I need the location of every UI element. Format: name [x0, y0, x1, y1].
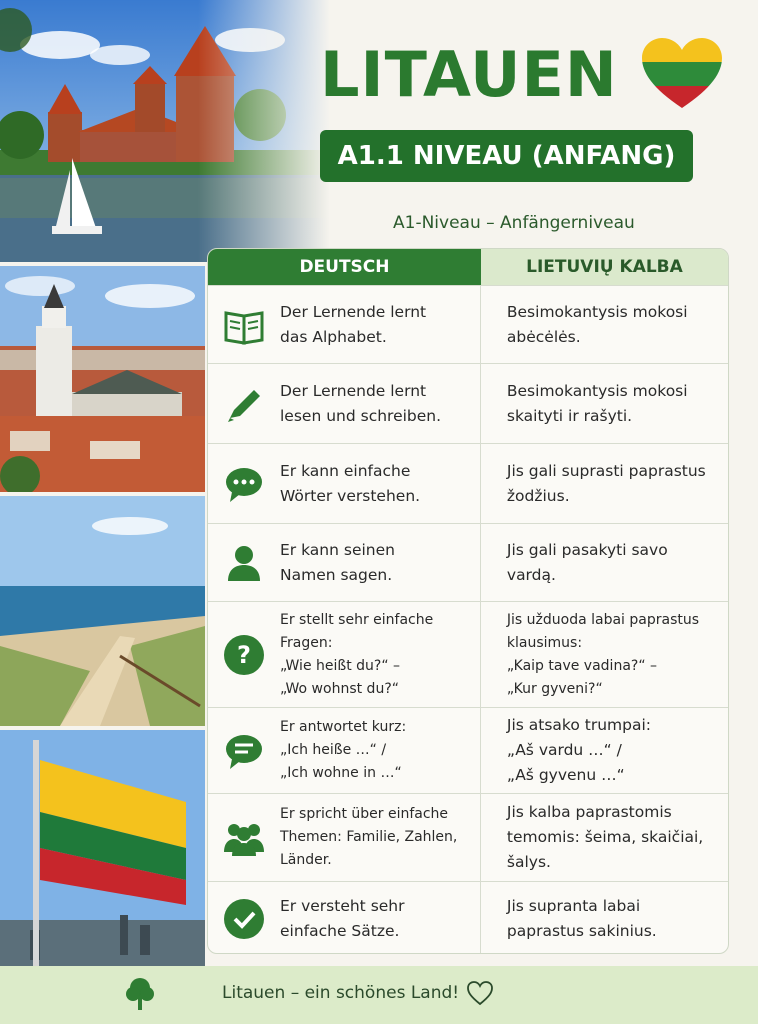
- cell-german: [208, 364, 481, 443]
- table-row: [208, 443, 728, 523]
- cell-lithuanian: [481, 882, 728, 954]
- flag-photo: [0, 730, 205, 966]
- table-row: [208, 707, 728, 793]
- old-town-photo: [0, 266, 205, 492]
- german-text: Der Lernende lernt das Alphabet.: [280, 302, 427, 346]
- german-text: Er kann einfache Wörter verstehen.: [280, 461, 421, 505]
- cell-german: [208, 444, 481, 523]
- german-text: Er antwortet kurz: „Ich heiße …“ / „Ich wohne in …“: [280, 719, 407, 781]
- column-header-lithuanian: LIETUVIŲ KALBA: [481, 249, 728, 285]
- table-row: [208, 793, 728, 881]
- lithuania-heart-icon: [642, 38, 722, 110]
- cell-german: [208, 708, 481, 793]
- cell-lithuanian: [481, 444, 728, 523]
- lithuanian-text: Jis užduoda labai paprastus klausimus: „Kaip tave vadina?“ – „Kur gyveni?“: [506, 611, 700, 697]
- lithuanian-text: Jis supranta labai paprastus sakinius.: [506, 896, 657, 940]
- castle-photo: [0, 0, 330, 262]
- heart-outline-icon: [466, 980, 494, 1006]
- subtitle: A1-Niveau – Anfängerniveau: [393, 213, 635, 233]
- group-icon: [208, 816, 280, 860]
- cell-german: [208, 794, 481, 881]
- lithuanian-text: Jis gali suprasti paprastus žodžius.: [506, 461, 706, 505]
- chat-icon: [208, 462, 280, 506]
- table-row: [208, 881, 728, 954]
- lithuanian-text: Besimokantysis mokosi abėcėlės.: [506, 302, 688, 346]
- german-text: Er spricht über einfache Themen: Familie, Zahlen, Länder.: [280, 806, 458, 868]
- table-row: [208, 285, 728, 363]
- cell-german: [208, 602, 481, 707]
- table-row: [208, 363, 728, 443]
- cell-lithuanian: [481, 794, 728, 881]
- cell-german: [208, 524, 481, 601]
- check-icon: [208, 897, 280, 941]
- cell-german: [208, 286, 481, 363]
- table-row: [208, 601, 728, 707]
- reply-icon: [208, 729, 280, 773]
- lithuanian-text: Jis gali pasakyti savo vardą.: [506, 540, 668, 584]
- svg-text:?: ?: [237, 640, 251, 669]
- table-header: [208, 249, 728, 285]
- cell-lithuanian: [481, 524, 728, 601]
- german-text: Der Lernende lernt lesen und schreiben.: [280, 381, 442, 425]
- cell-lithuanian: [481, 286, 728, 363]
- table-row: [208, 523, 728, 601]
- german-text: Er kann seinen Namen sagen.: [280, 540, 395, 584]
- lithuanian-text: Besimokantysis mokosi skaityti ir rašyti.: [506, 381, 688, 425]
- german-text: Er stellt sehr einfache Fragen: „Wie heißt du?“ – „Wo wohnst du?“: [280, 611, 434, 697]
- cell-lithuanian: [481, 602, 728, 707]
- level-badge: A1.1 NIVEAU (ANFANG): [320, 130, 693, 182]
- book-icon: [208, 303, 280, 347]
- dunes-photo: [0, 496, 205, 726]
- pencil-icon: [208, 382, 280, 426]
- german-text: Er versteht sehr einfache Sätze.: [280, 896, 405, 940]
- cell-german: [208, 882, 481, 954]
- cell-lithuanian: [481, 364, 728, 443]
- table-body: [208, 285, 728, 954]
- footer: [0, 966, 758, 1024]
- phrase-table: [207, 248, 729, 954]
- photo-column: [0, 0, 205, 966]
- page-title: LITAUEN: [320, 38, 618, 111]
- footer-text: Litauen – ein schönes Land!: [222, 983, 460, 1003]
- question-icon: [208, 633, 280, 677]
- column-header-german: DEUTSCH: [208, 249, 481, 285]
- person-icon: [208, 541, 280, 585]
- tree-icon: [124, 976, 156, 1012]
- lithuanian-text: Jis kalba paprastomis temomis: šeima, skaičiai, šalys.: [506, 803, 704, 871]
- cell-lithuanian: [481, 708, 728, 793]
- lithuanian-text: Jis atsako trumpai: „Aš vardu …“ / „Aš gyvenu …“: [506, 716, 651, 784]
